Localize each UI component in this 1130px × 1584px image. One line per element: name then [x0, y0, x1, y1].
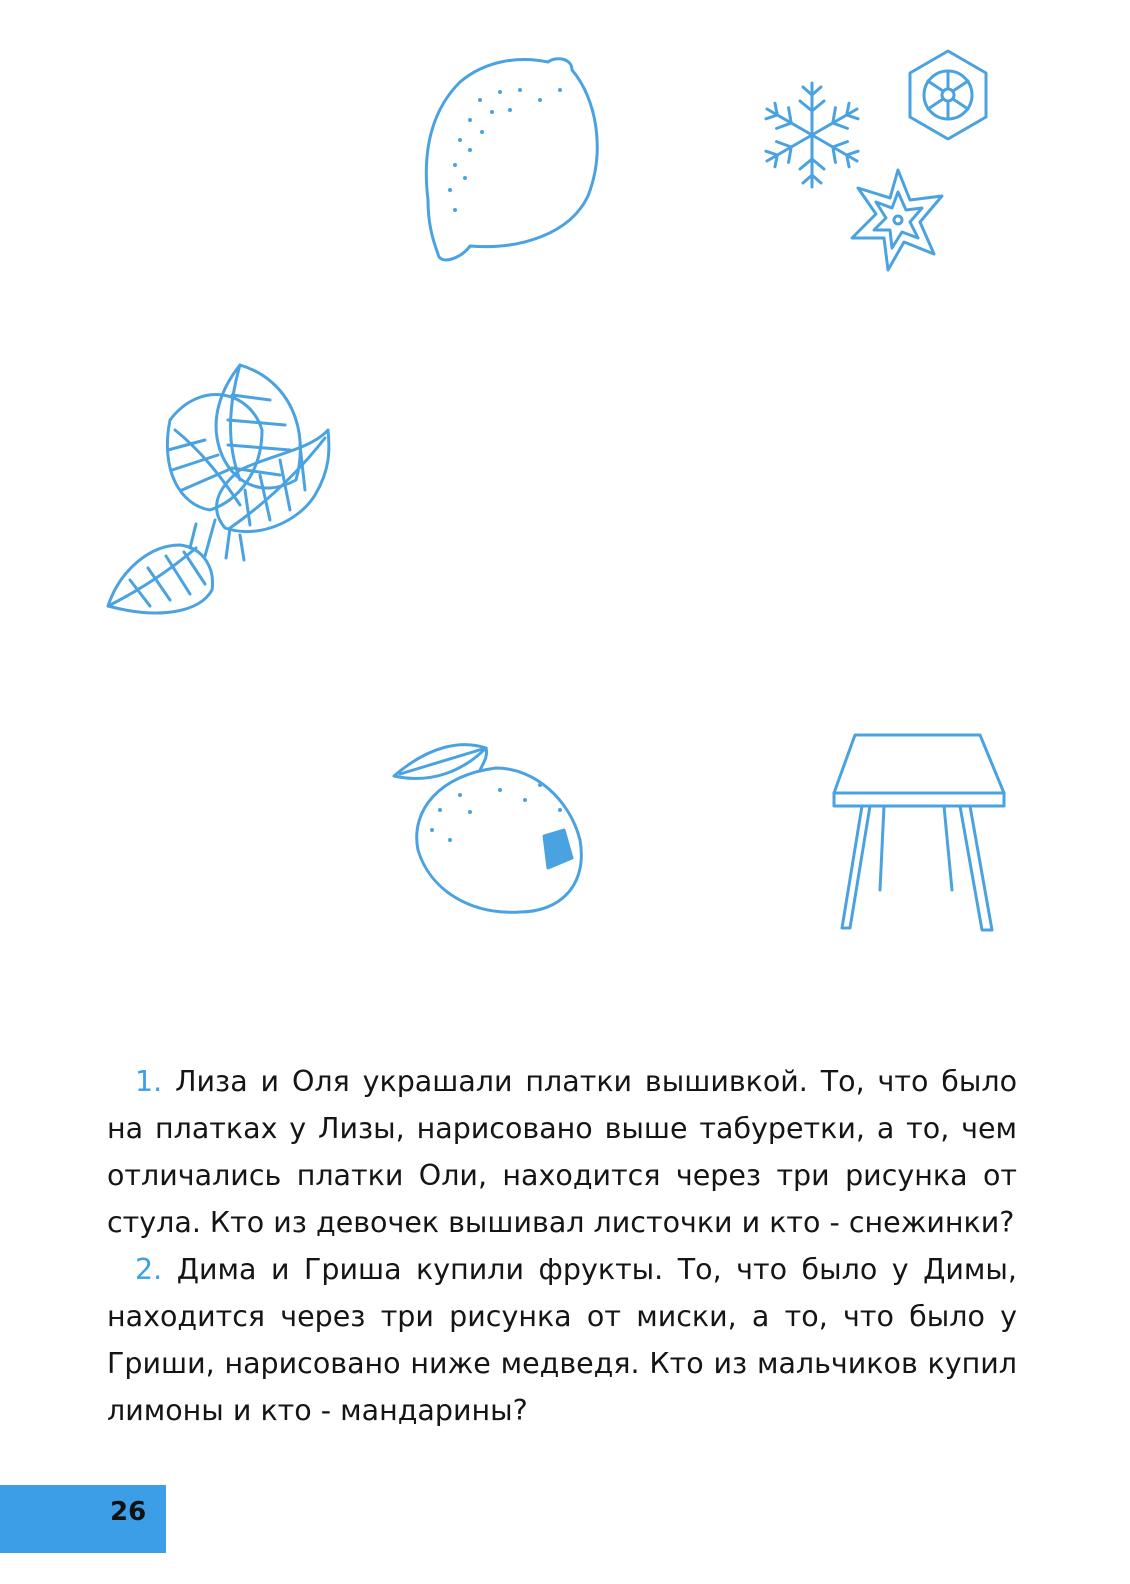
task-number: 2. — [135, 1253, 163, 1286]
task-1 — [107, 1058, 1017, 1246]
task-number: 1. — [135, 1065, 163, 1098]
tasks-text — [107, 1058, 1017, 1434]
task-text: Дима и Гриша купили фрукты. То, что было у Димы, находится через три рисунка от миски, а то, что было у Гриши, нарисовано ниже медведя. Кто из мальчиков купил лимоны и кто - мандарины? — [107, 1253, 1017, 1427]
snowflakes-icon — [761, 51, 986, 270]
stool-icon — [834, 735, 1004, 930]
tangerine-icon — [394, 745, 581, 913]
task-2 — [107, 1246, 1017, 1434]
page-number: 26 — [110, 1497, 147, 1527]
leaves-icon — [108, 365, 329, 613]
task-text: Лиза и Оля украшали платки вышивкой. То, что было на платках у Лизы, нарисовано выше табуретки, а то, чем отличались платки Оли, находится через три рисунка от стула. Кто из девочек вышивал листочки и кто - снежинки? — [107, 1065, 1018, 1239]
lemon-icon — [426, 59, 597, 260]
